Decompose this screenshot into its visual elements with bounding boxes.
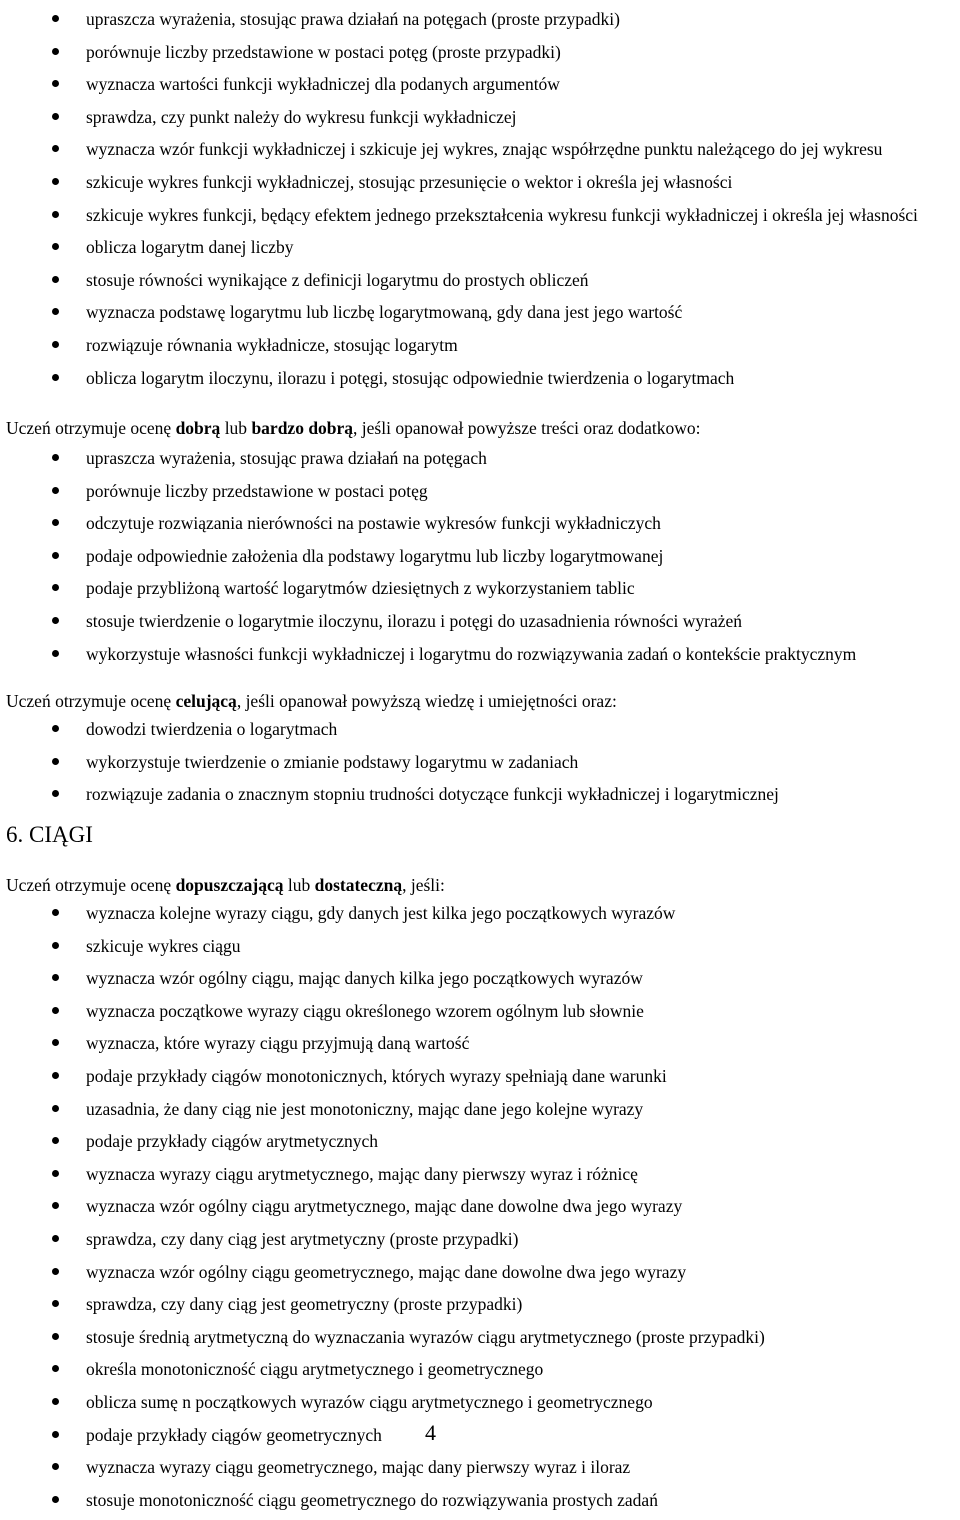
list-item: wyznacza wyrazy ciągu geometrycznego, mając dany pierwszy wyraz i iloraz	[0, 1455, 960, 1479]
list-sequences	[0, 901, 960, 1520]
bullet-icon	[52, 1170, 59, 1177]
list-item: szkicuje wykres ciągu	[0, 934, 960, 958]
bullet-icon	[52, 519, 59, 526]
bullet-icon	[52, 113, 59, 120]
bullet-icon	[52, 942, 59, 949]
bullet-icon	[52, 374, 59, 381]
list-item: oblicza logarytm danej liczby	[0, 235, 960, 259]
bullet-icon	[52, 1333, 59, 1340]
list-item: szkicuje wykres funkcji, będący efektem jednego przekształcenia wykresu funkcji wykładniczej i określa jej własności	[0, 203, 960, 227]
list-item: stosuje równości wynikające z definicji logarytmu do prostych obliczeń	[0, 268, 960, 292]
list-item: upraszcza wyrażenia, stosując prawa działań na potęgach (proste przypadki)	[0, 7, 960, 31]
bullet-icon	[52, 725, 59, 732]
list-item: rozwiązuje równania wykładnicze, stosując logarytm	[0, 333, 960, 357]
list-good	[0, 446, 960, 674]
list-item: wyznacza wyrazy ciągu arytmetycznego, mając dany pierwszy wyraz i różnicę	[0, 1162, 960, 1186]
bullet-icon	[52, 1398, 59, 1405]
bullet-icon	[52, 1039, 59, 1046]
bullet-icon	[52, 617, 59, 624]
bullet-icon	[52, 552, 59, 559]
list-item: sprawdza, czy dany ciąg jest arytmetyczny (proste przypadki)	[0, 1227, 960, 1251]
list-item: oblicza logarytm iloczynu, ilorazu i potęgi, stosując odpowiednie twierdzenia o logarytmach	[0, 366, 960, 390]
list-item: określa monotoniczność ciągu arytmetycznego i geometrycznego	[0, 1357, 960, 1381]
bullet-icon	[52, 1463, 59, 1470]
list-item: wykorzystuje własności funkcji wykładniczej i logarytmu do rozwiązywania zadań o kontekście praktycznym	[0, 642, 960, 666]
list-item: wyznacza wzór ogólny ciągu, mając danych kilka jego początkowych wyrazów	[0, 966, 960, 990]
list-item: wyznacza wzór funkcji wykładniczej i szkicuje jej wykres, znając współrzędne punktu należącego do jej wykresu	[0, 137, 960, 161]
bullet-icon	[52, 1235, 59, 1242]
bullet-icon	[52, 341, 59, 348]
list-item: stosuje monotoniczność ciągu geometrycznego do rozwiązywania prostych zadań	[0, 1488, 960, 1512]
list-item: porównuje liczby przedstawione w postaci potęg (proste przypadki)	[0, 40, 960, 64]
bullet-icon	[52, 1007, 59, 1014]
bullet-icon	[52, 650, 59, 657]
grade-excellent-intro: Uczeń otrzymuje ocenę celującą, jeśli opanował powyższą wiedzę i umiejętności oraz:	[6, 691, 617, 711]
bullet-icon	[52, 15, 59, 22]
bullet-icon	[52, 276, 59, 283]
page-number: 4	[425, 1420, 436, 1445]
bullet-icon	[52, 1365, 59, 1372]
bullet-icon	[52, 454, 59, 461]
list-item: stosuje średnią arytmetyczną do wyznaczania wyrazów ciągu arytmetycznego (proste przypadki)	[0, 1325, 960, 1349]
bullet-icon	[52, 80, 59, 87]
bullet-icon	[52, 145, 59, 152]
list-item: podaje przykłady ciągów arytmetycznych	[0, 1129, 960, 1153]
list-item: odczytuje rozwiązania nierówności na postawie wykresów funkcji wykładniczych	[0, 511, 960, 535]
list-item: podaje przykłady ciągów geometrycznych	[0, 1423, 960, 1447]
bullet-icon	[52, 1300, 59, 1307]
list-item: porównuje liczby przedstawione w postaci potęg	[0, 479, 960, 503]
list-item: wyznacza wartości funkcji wykładniczej dla podanych argumentów	[0, 72, 960, 96]
list-item: wyznacza kolejne wyrazy ciągu, gdy danych jest kilka jego początkowych wyrazów	[0, 901, 960, 925]
bullet-icon	[52, 178, 59, 185]
section-heading: 6. CIĄGI	[6, 822, 93, 847]
list-item: podaje przybliżoną wartość logarytmów dziesiętnych z wykorzystaniem tablic	[0, 576, 960, 600]
grade-good-intro: Uczeń otrzymuje ocenę dobrą lub bardzo dobrą, jeśli opanował powyższe treści oraz dodatkowo:	[6, 418, 701, 438]
bullet-icon	[52, 308, 59, 315]
list-item: szkicuje wykres funkcji wykładniczej, stosując przesunięcie o wektor i określa jej własności	[0, 170, 960, 194]
bullet-icon	[52, 758, 59, 765]
bullet-icon	[52, 584, 59, 591]
bullet-icon	[52, 790, 59, 797]
list-item: wykorzystuje twierdzenie o zmianie podstawy logarytmu w zadaniach	[0, 750, 960, 774]
bullet-icon	[52, 1496, 59, 1503]
list-item: wyznacza wzór ogólny ciągu arytmetycznego, mając dane dowolne dwa jego wyrazy	[0, 1194, 960, 1218]
list-item: wyznacza podstawę logarytmu lub liczbę logarytmowaną, gdy dana jest jego wartość	[0, 300, 960, 324]
list-item: podaje przykłady ciągów monotonicznych, których wyrazy spełniają dane warunki	[0, 1064, 960, 1088]
bullet-icon	[52, 1202, 59, 1209]
list-top	[0, 7, 960, 398]
list-item: wyznacza początkowe wyrazy ciągu określonego wzorem ogólnym lub słownie	[0, 999, 960, 1023]
bullet-icon	[52, 1431, 59, 1438]
list-item: sprawdza, czy punkt należy do wykresu funkcji wykładniczej	[0, 105, 960, 129]
list-item: sprawdza, czy dany ciąg jest geometryczny (proste przypadki)	[0, 1292, 960, 1316]
list-excellent	[0, 717, 960, 815]
grade-pass-intro: Uczeń otrzymuje ocenę dopuszczającą lub dostateczną, jeśli:	[6, 875, 445, 895]
bullet-icon	[52, 243, 59, 250]
list-item: podaje odpowiednie założenia dla podstawy logarytmu lub liczby logarytmowanej	[0, 544, 960, 568]
list-item: stosuje twierdzenie o logarytmie iloczynu, ilorazu i potęgi do uzasadnienia równości wyrażeń	[0, 609, 960, 633]
bullet-icon	[52, 909, 59, 916]
bullet-icon	[52, 211, 59, 218]
list-item: oblicza sumę n początkowych wyrazów ciągu arytmetycznego i geometrycznego	[0, 1390, 960, 1414]
bullet-icon	[52, 1137, 59, 1144]
bullet-icon	[52, 974, 59, 981]
bullet-icon	[52, 487, 59, 494]
bullet-icon	[52, 1268, 59, 1275]
list-item: wyznacza wzór ogólny ciągu geometrycznego, mając dane dowolne dwa jego wyrazy	[0, 1260, 960, 1284]
bullet-icon	[52, 1072, 59, 1079]
bullet-icon	[52, 1105, 59, 1112]
list-item: uzasadnia, że dany ciąg nie jest monotoniczny, mając dane jego kolejne wyrazy	[0, 1097, 960, 1121]
list-item: wyznacza, które wyrazy ciągu przyjmują daną wartość	[0, 1031, 960, 1055]
list-item: upraszcza wyrażenia, stosując prawa działań na potęgach	[0, 446, 960, 470]
bullet-icon	[52, 48, 59, 55]
list-item: dowodzi twierdzenia o logarytmach	[0, 717, 960, 741]
list-item: rozwiązuje zadania o znacznym stopniu trudności dotyczące funkcji wykładniczej i logarytmicznej	[0, 782, 960, 806]
